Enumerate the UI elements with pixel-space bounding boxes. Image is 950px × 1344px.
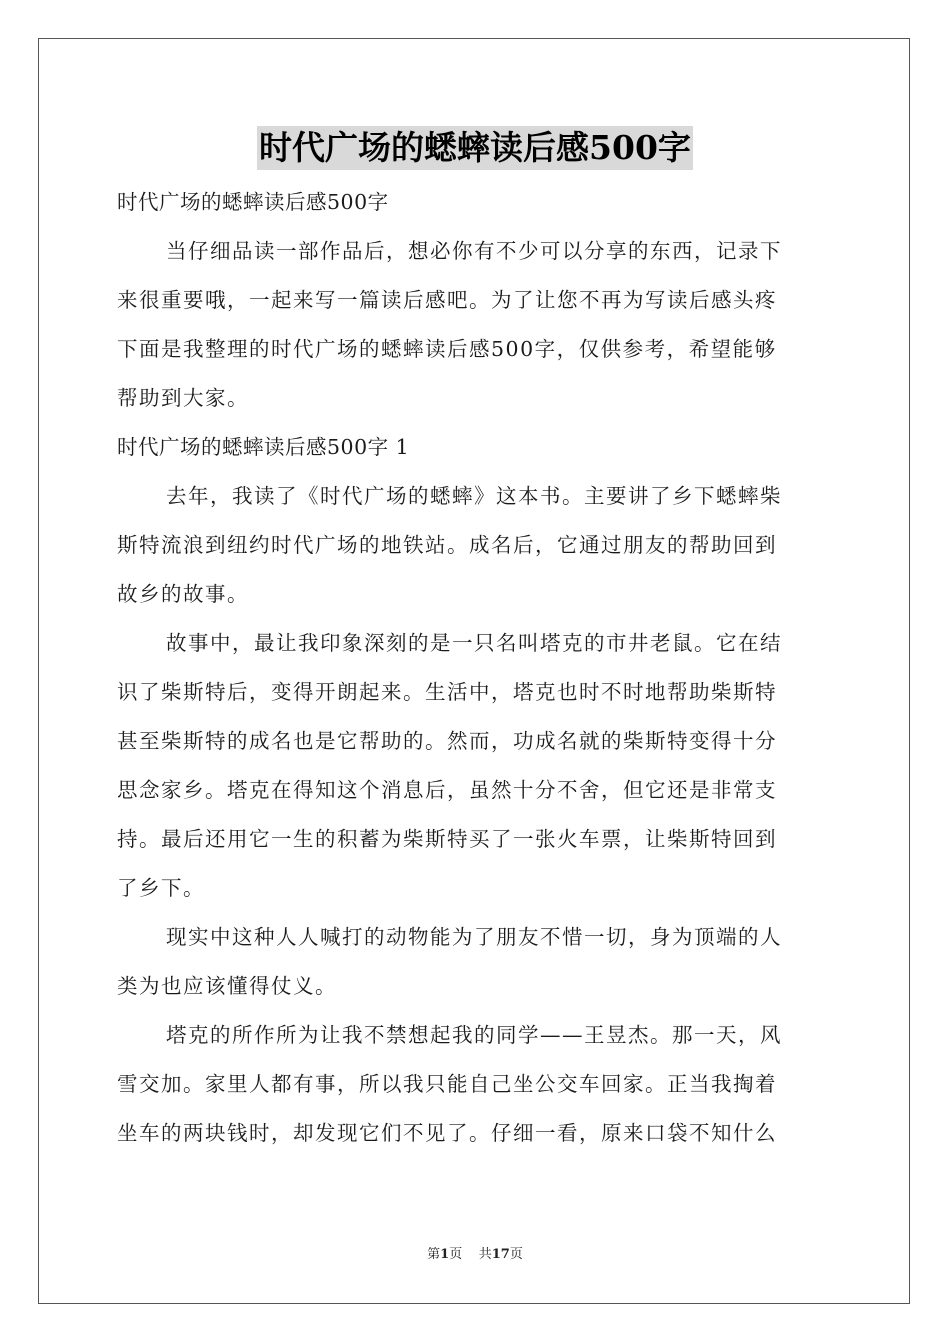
page-footer xyxy=(0,1246,950,1264)
document-body xyxy=(117,178,835,1158)
intro-line: 帮助到大家。 xyxy=(117,386,249,410)
intro-line: 当仔细品读一部作品后，想必你有不少可以分享的东西，记录下 xyxy=(166,239,782,263)
title-container xyxy=(0,126,950,170)
paragraph-line: 故事中，最让我印象深刻的是一只名叫塔克的市井老鼠。它在结 xyxy=(166,631,782,655)
paragraph-line: 甚至柴斯特的成名也是它帮助的。然而，功成名就的柴斯特变得十分 xyxy=(117,729,777,753)
paragraph-line: 识了柴斯特后，变得开朗起来。生活中，塔克也时不时地帮助柴斯特 xyxy=(117,680,777,704)
paragraph-line: 持。最后还用它一生的积蓄为柴斯特买了一张火车票，让柴斯特回到 xyxy=(117,827,777,851)
intro-line: 下面是我整理的时代广场的蟋蟀读后感500字，仅供参考，希望能够 xyxy=(117,337,777,361)
document-subtitle: 时代广场的蟋蟀读后感500字 xyxy=(117,190,389,214)
total-pages: 17 xyxy=(491,1247,510,1262)
paragraph-line: 雪交加。家里人都有事，所以我只能自己坐公交车回家。正当我掏着 xyxy=(117,1072,777,1096)
paragraph-line: 故乡的故事。 xyxy=(117,582,249,606)
intro-line: 来很重要哦，一起来写一篇读后感吧。为了让您不再为写读后感头疼 xyxy=(117,288,777,312)
paragraph-line: 了乡下。 xyxy=(117,876,205,900)
section-heading: 时代广场的蟋蟀读后感500字 1 xyxy=(117,435,410,459)
total-prefix: 共 xyxy=(478,1247,492,1262)
paragraph-line: 思念家乡。塔克在得知这个消息后，虽然十分不舍，但它还是非常支 xyxy=(117,778,777,802)
paragraph-line: 去年，我读了《时代广场的蟋蟀》这本书。主要讲了乡下蟋蟀柴 xyxy=(166,484,782,508)
paragraph-line: 斯特流浪到纽约时代广场的地铁站。成名后，它通过朋友的帮助回到 xyxy=(117,533,777,557)
page-suffix: 页 xyxy=(449,1247,463,1262)
page-number: 1 xyxy=(440,1247,450,1262)
page-prefix: 第 xyxy=(427,1247,441,1262)
document-title: 时代广场的蟋蟀读后感500字 xyxy=(257,126,693,170)
paragraph-line: 现实中这种人人喊打的动物能为了朋友不惜一切，身为顶端的人 xyxy=(166,925,782,949)
total-suffix: 页 xyxy=(509,1247,523,1262)
paragraph-line: 坐车的两块钱时，却发现它们不见了。仔细一看，原来口袋不知什么 xyxy=(117,1121,777,1145)
paragraph-line: 类为也应该懂得仗义。 xyxy=(117,974,337,998)
paragraph-line: 塔克的所作所为让我不禁想起我的同学——王昱杰。那一天，风 xyxy=(166,1023,782,1047)
